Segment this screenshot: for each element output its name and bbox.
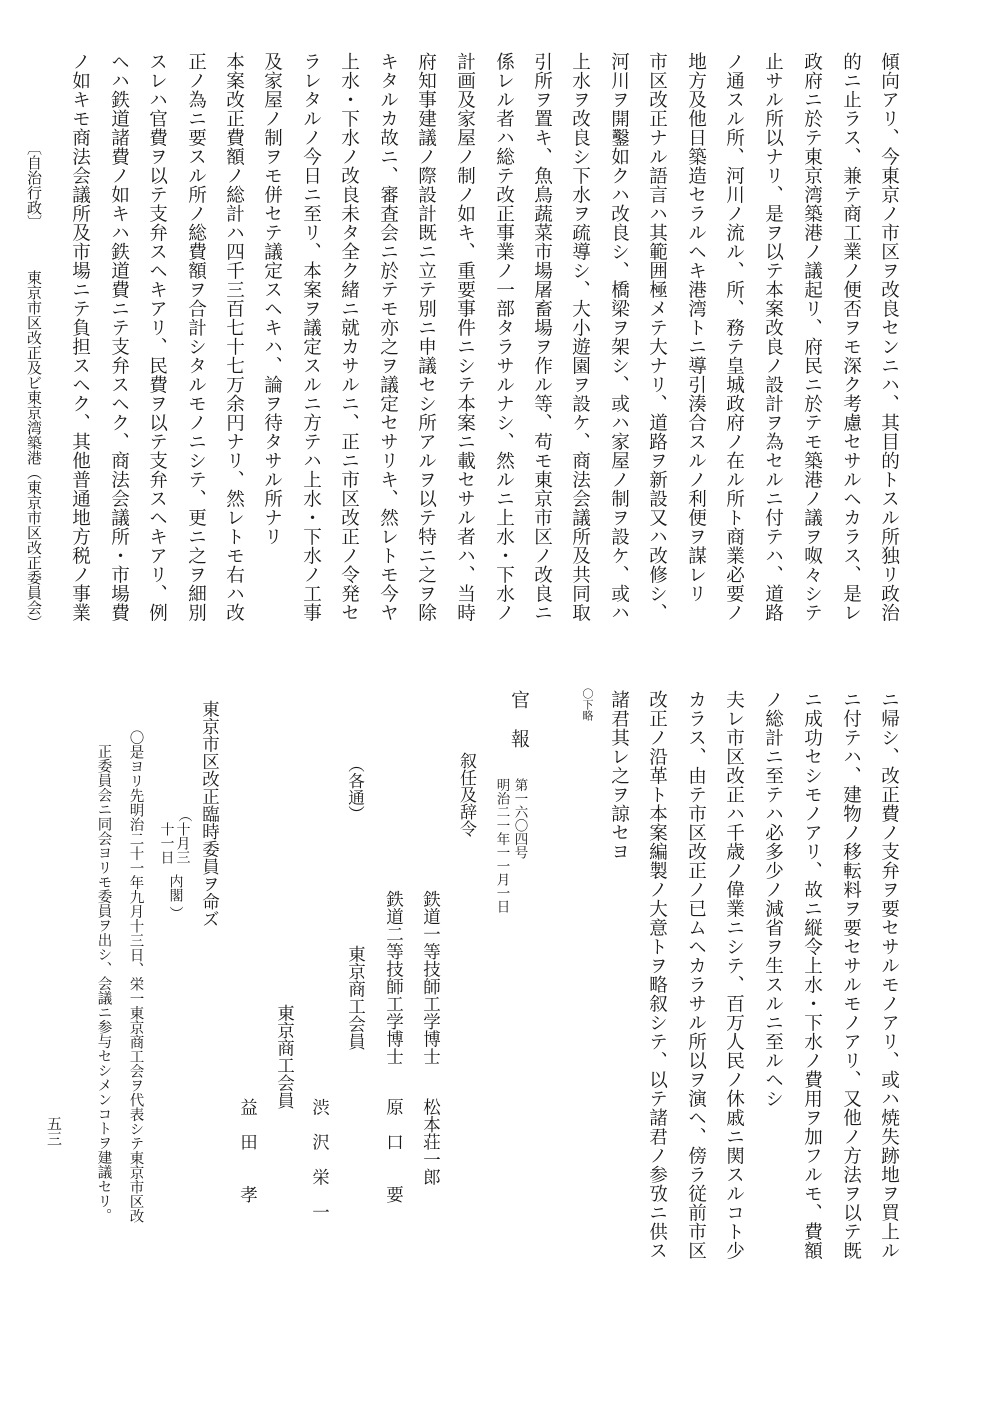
body-column: 地方及他日築造セラルヘキ港湾トニ導引湊合スルノ利便ヲ謀レリ (685, 52, 707, 603)
appointment-date-close: ） (167, 906, 184, 920)
body-column: ニ付テハ、建物ノ移転料ヲ要セサルモノアリ、又他ノ方法ヲ以テ既 (840, 690, 862, 1260)
body-column: 府知事建議ノ際設計既ニ立テ別ニ申議セシ所アルヲ以テ特ニ之ヲ除 (415, 52, 437, 622)
body-column: 政府ニ於テ東京湾築港ノ議起リ、府民ニ於テモ築港ノ議ヲ呶々シテ (801, 52, 823, 622)
body-column: ノ通スル所、河川ノ流ル、所、務テ皇城政府ノ在ル所ト商業必要ノ (723, 52, 745, 622)
omission-mark: 〇下略 (581, 688, 594, 721)
gazette-title: 官報 (508, 690, 530, 768)
appointment-date-top: 十月三 (174, 822, 191, 864)
body-column: 市区改正ナル語言ハ其範囲極メテ大ナリ、道路ヲ新設又ハ改修シ、 (646, 52, 668, 622)
appointee-name: 松本荘一郎 (420, 1098, 441, 1186)
appointee-title: 東京商工会員 (274, 1004, 295, 1109)
body-column: 諸君其レ之ヲ諒セヨ (608, 690, 630, 861)
body-column: 本案改正費額ノ総計ハ四千三百七十七万余円ナリ、然レトモ右ハ改 (223, 52, 245, 622)
body-column: ラレタルノ今日ニ至リ、本案ヲ議定スルニ方テハ上水・下水ノ工事 (300, 52, 322, 622)
appointee-title: 鉄道二等技師工学博士 (383, 890, 404, 1065)
running-head-category: 〔自治行政〕 (25, 140, 43, 230)
appointment-date-open: （ (176, 808, 193, 822)
body-column: キタルカ故ニ、審査会ニ於テモ亦之ヲ議定セサリキ、然レトモ今ヤ (377, 52, 399, 622)
body-column: 止サル所以ナリ、是ヲ以テ本案改良ノ設計ヲ為セルニ付テハ、道路 (762, 52, 784, 622)
body-column: 上水・下水ノ改良未タ全ク緒ニ就カサルニ、正ニ市区改正ノ令発セ (338, 52, 360, 622)
body-column: 係レル者ハ総テ改正事業ノ一部タラサルナシ、然ルニ上水・下水ノ (493, 52, 515, 622)
body-column: スレハ官費ヲ以テ支弁スヘキアリ、民費ヲ以テ支弁スヘキアリ、例 (146, 52, 168, 622)
body-column: カラス、由テ市区改正ノ已ムヘカラサル所以ヲ演ヘ、傍ラ従前市区 (685, 690, 707, 1260)
editorial-note-line: 〇是ヨリ先明治二十一年九月十三日、栄一東京商工会ヲ代表シテ東京市区改 (127, 730, 144, 1223)
body-column: 河川ヲ開鑿如クハ改良シ、橋梁ヲ架シ、或ハ家屋ノ制ヲ設ケ、或ハ (608, 52, 630, 622)
appointee-name: 益 田 孝 (237, 1098, 258, 1203)
body-column: 改正ノ沿革ト本案編製ノ大意トヲ略叙シテ、以テ諸君ノ参攷ニ供ス (646, 690, 668, 1260)
body-column: 正ノ為ニ要スル所ノ総費額ヲ合計シタルモノニシテ、更ニ之ヲ細別 (185, 52, 207, 622)
gazette-number: 第一六〇四号 (511, 778, 528, 859)
appointee-title: 鉄道一等技師工学博士 (420, 890, 441, 1065)
notice-marker: （各通） (345, 756, 365, 822)
appointee-name: 原 口 要 (383, 1098, 404, 1203)
body-column: 的ニ止ラス、兼テ商工業ノ便否ヲモ深ク考慮セサルヘカラス、是レ (840, 52, 862, 622)
page-number: 五三 (45, 1116, 63, 1146)
gazette-section: 叙任及辞令 (456, 752, 476, 837)
body-column: 引所ヲ置キ、魚鳥蔬菜市場屠畜場ヲ作ル等、苟モ東京市区ノ改良ニ (531, 52, 553, 622)
appointment-source: 内閣 (167, 874, 184, 902)
appointee-name: 渋 沢 栄 一 (309, 1098, 330, 1221)
editorial-note-line: 正委員会ニ同会ヨリモ委員ヲ出シ、会議ニ参与セシメンコトヲ建議セリ。 (95, 744, 112, 1223)
body-column: ニ成功セシモノアリ、故ニ縦令上水・下水ノ費用ヲ加フルモ、費額 (801, 690, 823, 1260)
body-column: ヘハ鉄道諸費ノ如キハ鉄道費ニテ支弁スヘク、商法会議所・市場費 (108, 52, 130, 622)
gazette-date: 明治二一年一一月一日 (493, 778, 510, 913)
body-column: ニ帰シ、改正費ノ支弁ヲ要セサルモノアリ、或ハ焼失跡地ヲ買上ル (878, 690, 900, 1260)
appointee-title: 東京商工会員 (345, 945, 366, 1050)
appointment-line: 東京市区改正臨時委員ヲ命ズ (199, 700, 220, 928)
body-column: ノ如キモ商法会議所及市場ニテ負担スヘク、其他普通地方税ノ事業 (69, 52, 91, 622)
body-column: 上水ヲ改良シ下水ヲ疏導シ、大小遊園ヲ設ケ、商法会議所及共同取 (569, 52, 591, 622)
body-column: 傾向アリ、今東京ノ市区ヲ改良センニハ、其目的トスル所独リ政治 (878, 52, 900, 622)
body-column: 及家屋ノ制ヲモ併セテ議定スヘキハ、論ヲ待タサル所ナリ (261, 52, 283, 546)
appointment-date-bottom: 十一日 (158, 822, 175, 864)
body-column: 計画及家屋ノ制ノ如キ、重要事件ニシテ本案ニ載セサル者ハ、当時 (454, 52, 476, 622)
running-head-title: 東京市区改正及ビ東京湾築港（東京市区改正委員会） (25, 270, 43, 630)
body-column: 夫レ市区改正ハ千歳ノ偉業ニシテ、百万人民ノ休戚ニ関スルコト少 (723, 690, 745, 1260)
body-column: ノ総計ニ至テハ必多少ノ減省ヲ生スルニ至ルヘシ (762, 690, 784, 1108)
